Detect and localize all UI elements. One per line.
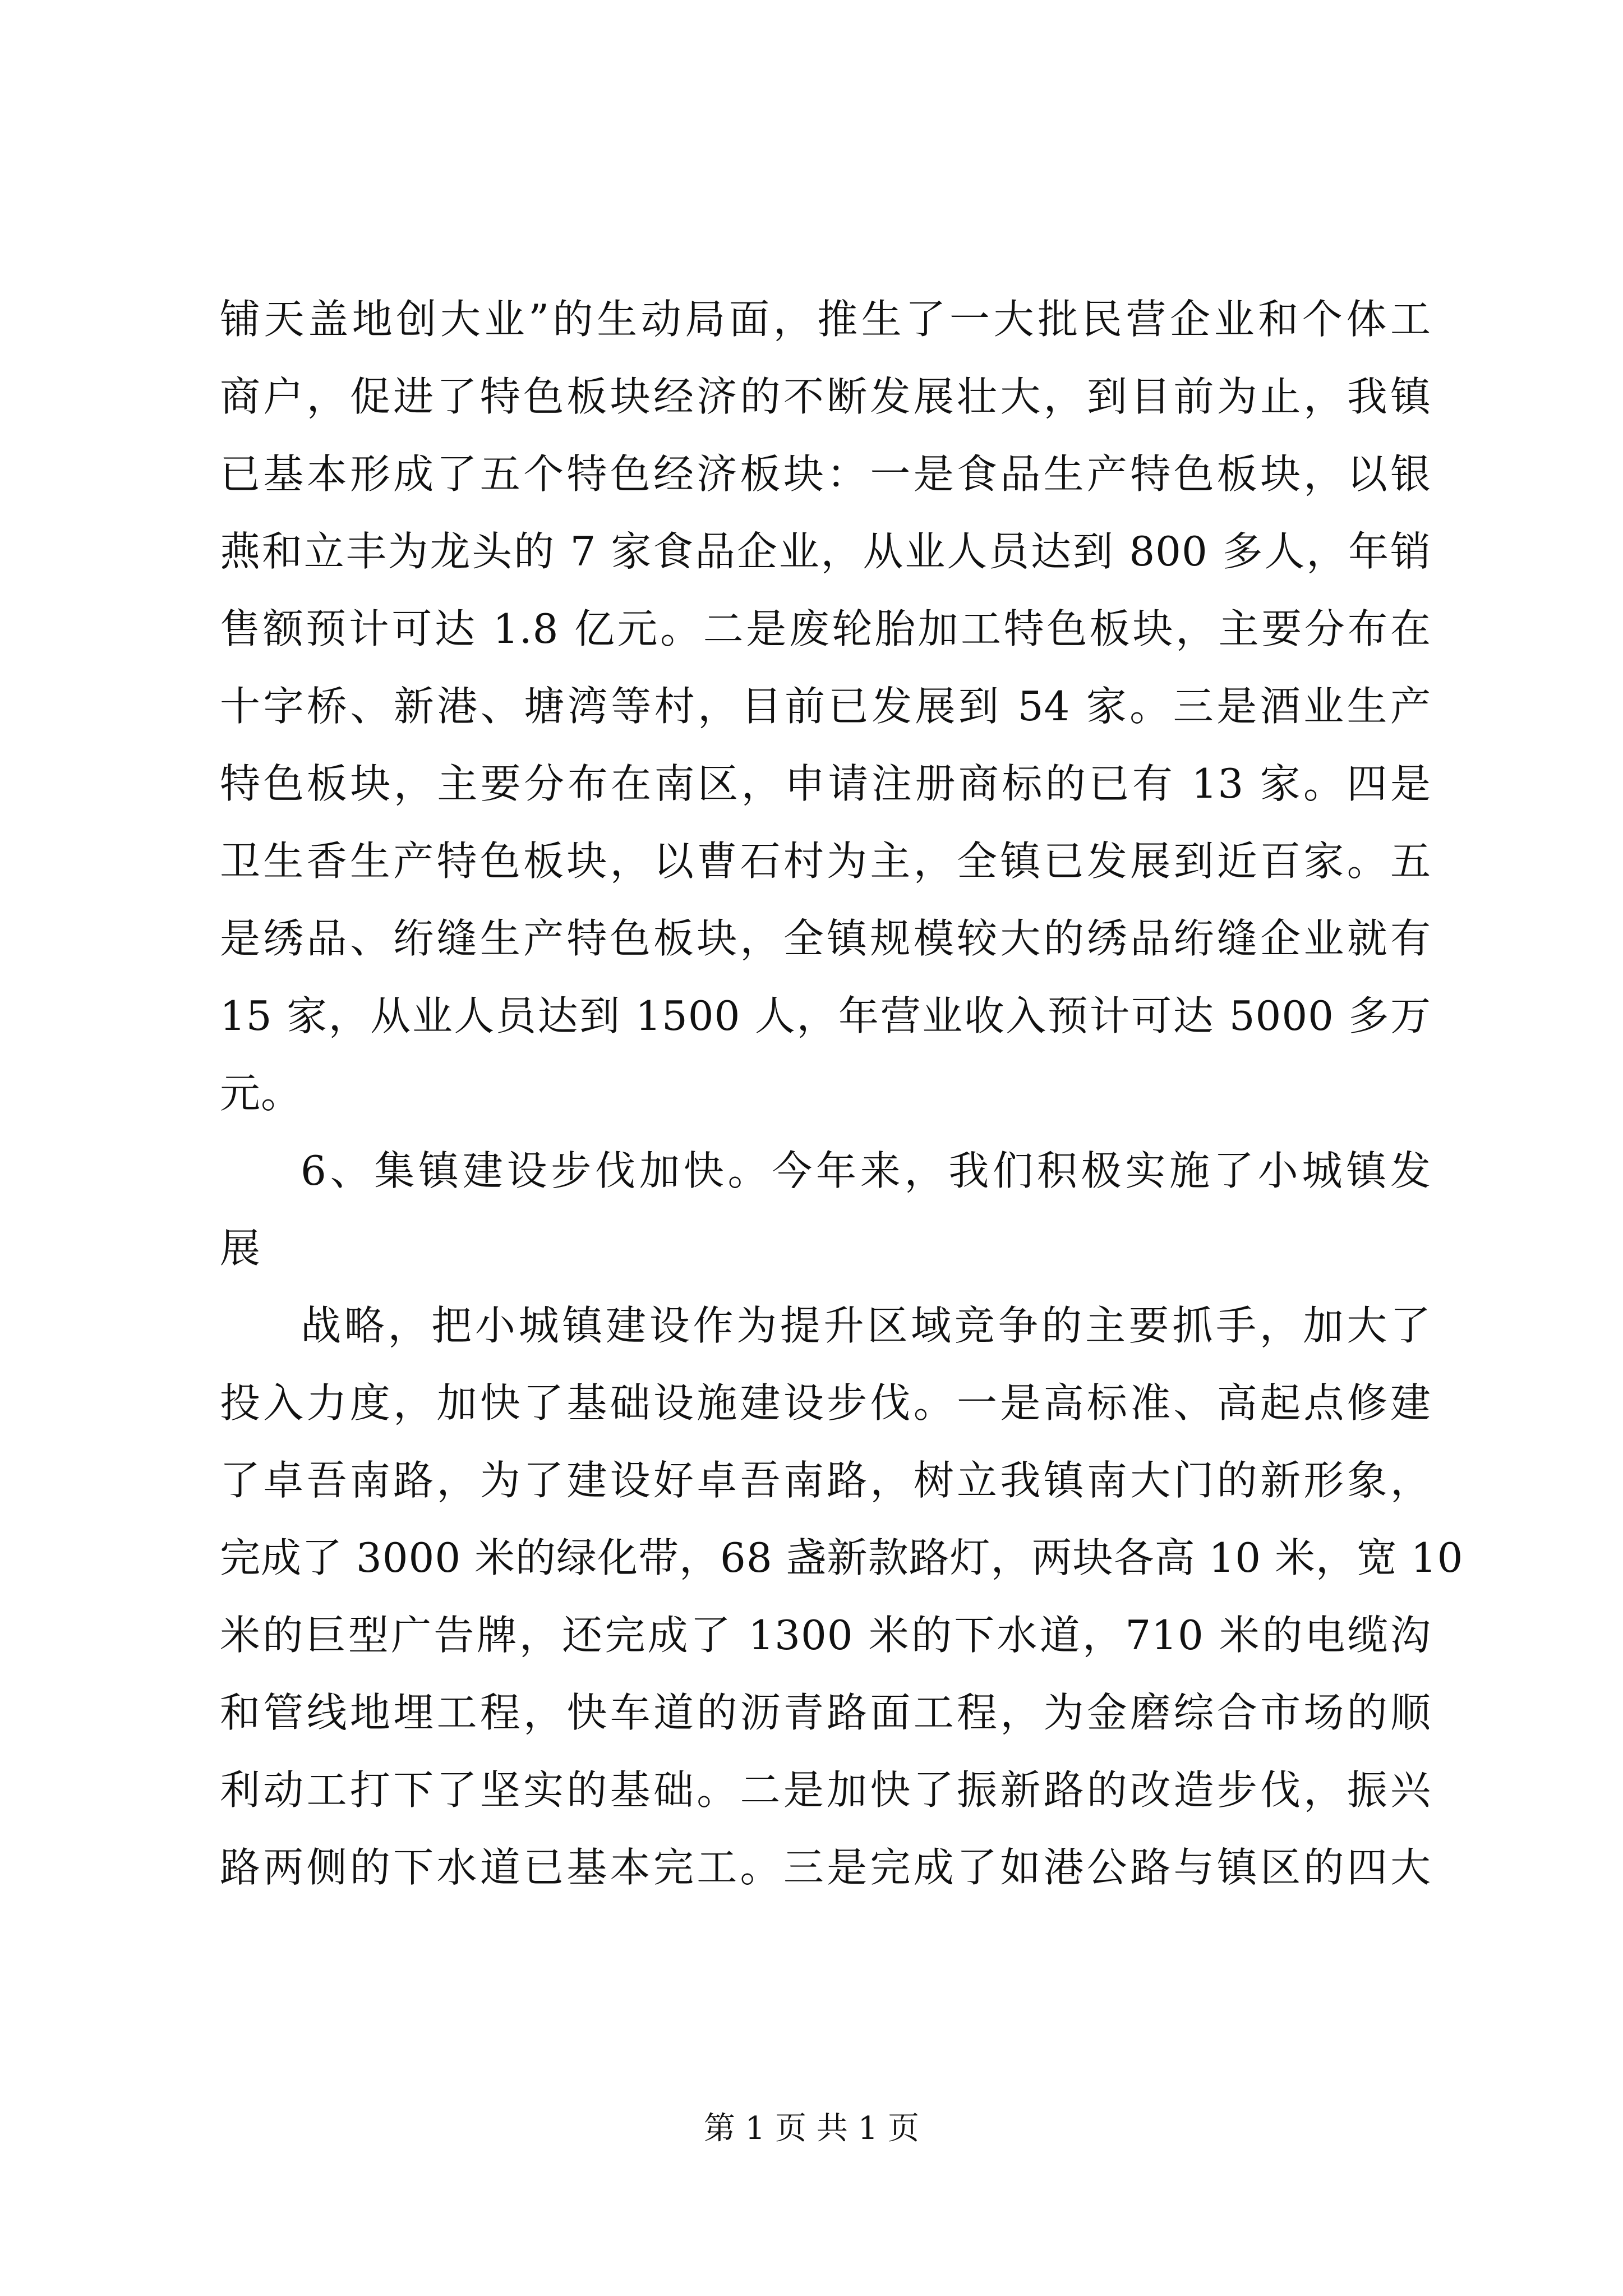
text-line: 特色板块，主要分布在南区，申请注册商标的已有 13 家。四是 <box>220 760 1431 807</box>
text-line: 完成了 3000 米的绿化带，68 盏新款路灯，两块各高 10 米，宽 10 <box>220 1534 1464 1581</box>
text-line: 十字桥、新港、塘湾等村，目前已发展到 54 家。三是酒业生产 <box>220 683 1431 730</box>
text-line: 15 家，从业人员达到 1500 人，年营业收入预计可达 5000 多万 <box>220 992 1431 1039</box>
text-line: 投入力度，加快了基础设施建设步伐。一是高标准、高起点修建 <box>220 1379 1431 1427</box>
text-line: 和管线地埋工程，快车道的沥青路面工程，为金磨综合市场的顺 <box>220 1689 1431 1736</box>
text-line: 路两侧的下水道已基本完工。三是完成了如港公路与镇区的四大 <box>220 1844 1431 1891</box>
text-line: 米的巨型广告牌，还完成了 1300 米的下水道，710 米的电缆沟 <box>220 1612 1431 1659</box>
text-line: 售额预计可达 1.8 亿元。二是废轮胎加工特色板块，主要分布在 <box>220 605 1431 652</box>
text-line: 6、集镇建设步伐加快。今年来，我们积极实施了小城镇发 <box>301 1147 1431 1194</box>
text-line: 展 <box>220 1225 261 1272</box>
text-line: 战略，把小城镇建设作为提升区域竞争的主要抓手，加大了 <box>301 1302 1431 1349</box>
text-line: 商户，促进了特色板块经济的不断发展壮大，到目前为止，我镇 <box>220 373 1431 420</box>
text-line: 铺天盖地创大业”的生动局面，推生了一大批民营企业和个体工 <box>220 296 1431 343</box>
page-number-label: 第 1 页 共 1 页 <box>703 2110 920 2147</box>
body-text <box>220 280 1464 1906</box>
text-line: 是绣品、绗缝生产特色板块，全镇规模较大的绣品绗缝企业就有 <box>220 915 1431 962</box>
text-line: 元。 <box>220 1070 302 1117</box>
text-line: 已基本形成了五个特色经济板块：一是食品生产特色板块，以银 <box>220 450 1431 498</box>
text-line: 了卓吾南路，为了建设好卓吾南路，树立我镇南大门的新形象， <box>220 1457 1431 1504</box>
page-footer <box>0 2109 1623 2148</box>
text-line: 燕和立丰为龙头的 7 家食品企业，从业人员达到 800 多人，年销 <box>220 528 1431 575</box>
text-line: 利动工打下了坚实的基础。二是加快了振新路的改造步伐，振兴 <box>220 1766 1431 1814</box>
text-line: 卫生香生产特色板块，以曹石村为主，全镇已发展到近百家。五 <box>220 838 1431 885</box>
